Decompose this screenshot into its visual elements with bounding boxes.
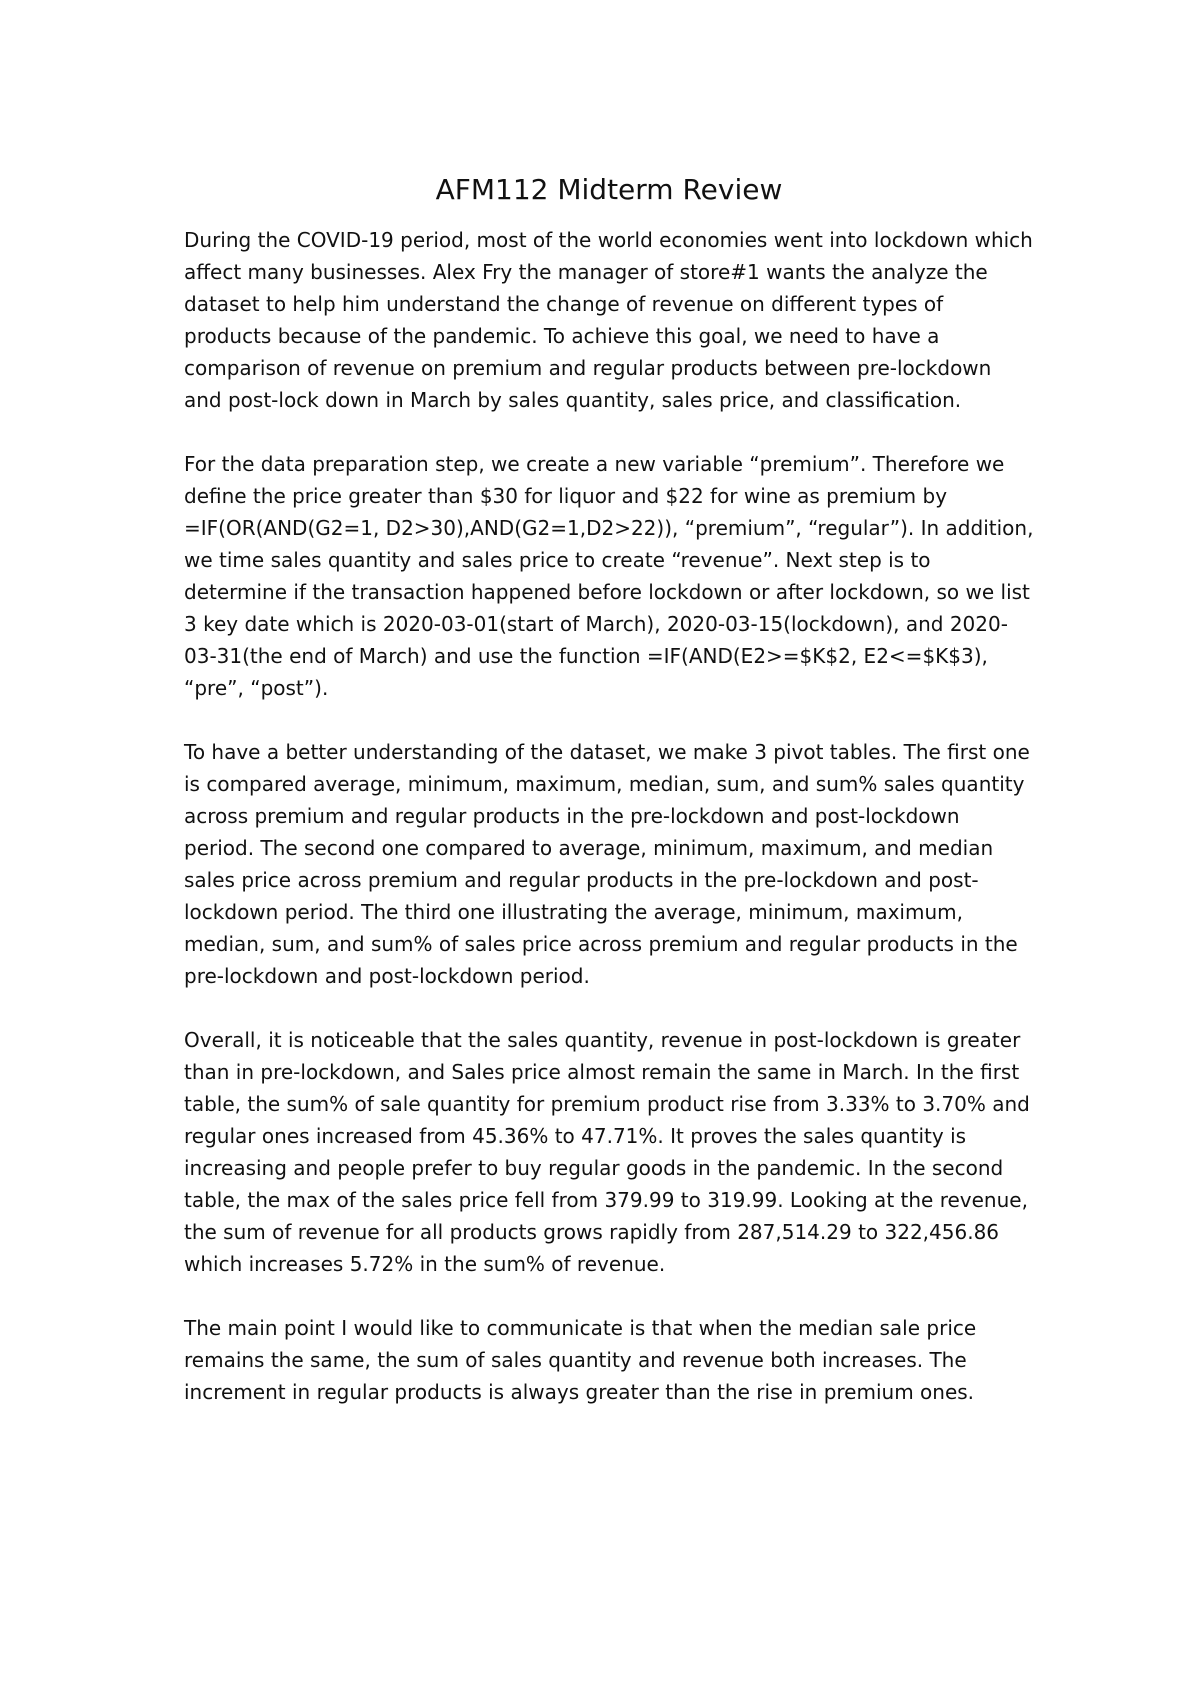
paragraph-introduction: During the COVID-19 period, most of the world economies went into lockdown which affect many businesses. Alex Fry the manager of store#1 wants the analyze the dataset to help him understand the change of revenue on different types of products because of the pandemic. To achieve this goal, we need to have a comparison of revenue on premium and regular products between pre-lockdown and post-lock down in March by sales quantity, sales price, and classification. — [184, 228, 1033, 412]
paragraph-data-preparation: For the data preparation step, we create a new variable “premium”. Therefore we define the price greater than $30 for liquor and $22 for wine as premium by =IF(OR(AND(G2=1, D2>30),AND(G2=1,D2>22)), “premium”, “regular”). In addition, we time sales quantity and sales price to create “revenue”. Next step is to determine if the transaction happened before lockdown or after lockdown, so we list 3 key date which is 2020-03-01(start of March), 2020-03-15(lockdown), and 2020-03-31(the end of March) and use the function =IF(AND(E2>=$K$2, E2<=$K$3), “pre”, “post”). — [184, 452, 1034, 700]
document-page — [184, 170, 1034, 1440]
paragraph-pivot-tables: To have a better understanding of the dataset, we make 3 pivot tables. The first one is compared average, minimum, maximum, median, sum, and sum% sales quantity across premium and regular products in the pre-lockdown and post-lockdown period. The second one compared to average, minimum, maximum, and median sales price across premium and regular products in the pre-lockdown and post-lockdown period. The third one illustrating the average, minimum, maximum, median, sum, and sum% of sales price across premium and regular products in the pre-lockdown and post-lockdown period. — [184, 740, 1030, 988]
document-title: AFM112 Midterm Review — [435, 173, 783, 206]
paragraph-findings: Overall, it is noticeable that the sales quantity, revenue in post-lockdown is greater than in pre-lockdown, and Sales price almost remain the same in March. In the first table, the sum% of sale quantity for premium product rise from 3.33% to 3.70% and regular ones increased from 45.36% to 47.71%. It proves the sales quantity is increasing and people prefer to buy regular goods in the pandemic. In the second table, the max of the sales price fell from 379.99 to 319.99. Looking at the revenue, the sum of revenue for all products grows rapidly from 287,514.29 to 322,456.86 which increases 5.72% in the sum% of revenue. — [184, 1028, 1030, 1276]
paragraph-main-point: The main point I would like to communicate is that when the median sale price remains the same, the sum of sales quantity and revenue both increases. The increment in regular products is always greater than the rise in premium ones. — [184, 1316, 977, 1404]
